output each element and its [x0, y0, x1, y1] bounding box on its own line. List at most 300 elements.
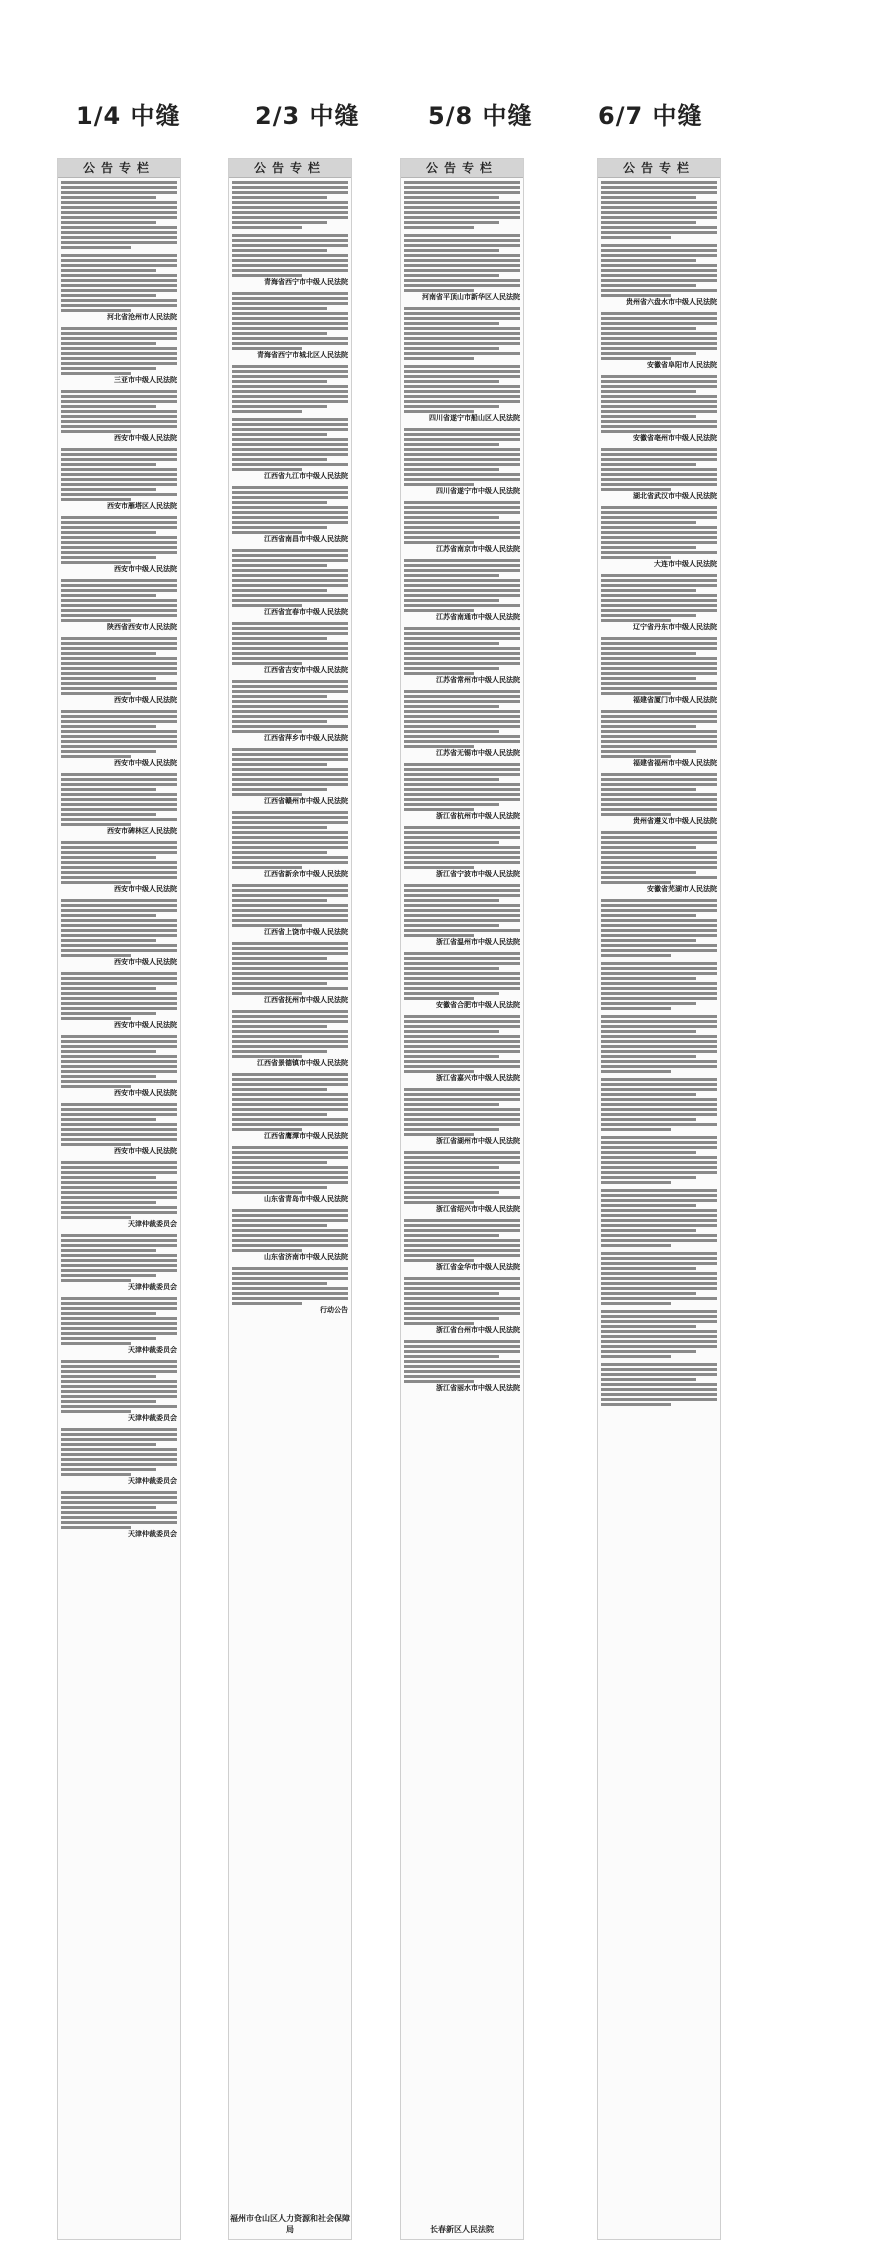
announcement-block: [232, 748, 348, 806]
text-line: [404, 690, 520, 693]
issuer-name: 江西省鹰潭市中级人民法院: [264, 1133, 348, 1140]
text-line: [61, 448, 177, 451]
announcement-block: [232, 234, 348, 287]
text-line: [601, 458, 717, 461]
text-line: [232, 1078, 348, 1081]
text-line: [601, 831, 717, 834]
text-line: [601, 851, 717, 854]
text-line: [601, 1020, 717, 1023]
text-line: [404, 1045, 520, 1048]
text-line: [232, 254, 348, 257]
text-line: [232, 292, 348, 295]
column-body: [401, 178, 523, 1393]
text-line: [404, 604, 520, 607]
text-line: [232, 700, 348, 703]
text-line: [601, 604, 717, 607]
text-line: [404, 221, 499, 224]
text-line: [404, 284, 520, 287]
issuer-name: 浙江省湖州市中级人民法院: [436, 1138, 520, 1145]
text-line: [404, 1093, 520, 1096]
announcement-block: [404, 1015, 520, 1083]
text-line: [601, 1330, 717, 1333]
announcement-block: [61, 327, 177, 385]
column-label-5-8: 5/8 中缝: [428, 102, 533, 130]
announcement-block: [601, 1252, 717, 1305]
announcement-block: [61, 1161, 177, 1229]
text-line: [601, 944, 717, 947]
text-line: [232, 1128, 302, 1131]
text-line: [61, 556, 156, 559]
text-line: [404, 352, 520, 355]
text-line: [404, 1239, 520, 1242]
announcement-block: [61, 181, 177, 249]
text-line: [601, 904, 717, 907]
text-line: [61, 347, 177, 350]
text-line: [601, 1262, 717, 1265]
text-line: [404, 375, 520, 378]
issuer-name: 西安市中级人民法院: [114, 435, 177, 442]
text-line: [232, 851, 327, 854]
text-line: [232, 1098, 348, 1101]
text-line: [601, 1267, 696, 1270]
text-line: [61, 652, 156, 655]
text-line: [404, 1035, 520, 1038]
text-line: [232, 1186, 327, 1189]
text-line: [61, 498, 131, 501]
announcement-block: [404, 763, 520, 821]
text-line: [404, 889, 520, 892]
announcement-block: [601, 448, 717, 501]
text-line: [232, 1123, 348, 1126]
text-line: [232, 274, 302, 277]
text-line: [601, 876, 717, 879]
text-line: [601, 1378, 696, 1381]
text-line: [404, 647, 520, 650]
text-line: [404, 851, 520, 854]
text-line: [601, 962, 717, 965]
text-line: [404, 201, 520, 204]
text-line: [232, 947, 348, 950]
announcement-block: [404, 826, 520, 879]
issuer-name: 江西省上饶市中级人民法院: [264, 929, 348, 936]
announcement-block: [232, 365, 348, 413]
text-line: [232, 710, 348, 713]
text-line: [61, 584, 177, 587]
text-line: [404, 1259, 474, 1262]
text-line: [232, 405, 327, 408]
text-line: [601, 425, 717, 428]
text-line: [404, 763, 520, 766]
column-body: [58, 178, 180, 1539]
text-line: [61, 211, 177, 214]
text-line: [232, 226, 302, 229]
text-line: [61, 682, 177, 685]
text-line: [61, 1370, 177, 1373]
announcement-block: [61, 1103, 177, 1156]
announcement-block: [601, 637, 717, 705]
announcement-block: [61, 516, 177, 574]
text-line: [601, 914, 696, 917]
text-line: [601, 526, 717, 529]
text-line: [61, 289, 177, 292]
announcement-block: [601, 1310, 717, 1358]
text-line: [61, 914, 156, 917]
text-line: [601, 201, 717, 204]
text-line: [61, 309, 131, 312]
announcement-block: [232, 1267, 348, 1315]
text-line: [601, 244, 717, 247]
text-line: [61, 899, 177, 902]
announcement-block: [232, 942, 348, 1005]
text-line: [232, 1113, 327, 1116]
issuer-name: 浙江省金华市中级人民法院: [436, 1264, 520, 1271]
text-line: [601, 1118, 696, 1121]
text-line: [404, 609, 474, 612]
text-line: [601, 672, 717, 675]
text-line: [61, 1385, 177, 1388]
column-label-6-7: 6/7 中缝: [598, 102, 703, 130]
text-line: [61, 710, 177, 713]
announcement-block: [61, 1234, 177, 1292]
text-line: [61, 1070, 177, 1073]
announcement-block: [601, 181, 717, 239]
text-line: [61, 1133, 177, 1136]
text-line: [61, 609, 177, 612]
text-line: [61, 1138, 177, 1141]
text-line: [601, 647, 717, 650]
text-line: [232, 1156, 348, 1159]
text-line: [404, 1355, 499, 1358]
text-line: [232, 1239, 348, 1242]
text-line: [601, 1373, 717, 1376]
text-line: [601, 798, 717, 801]
text-line: [61, 589, 177, 592]
issuer-name: 江西省萍乡市中级人民法院: [264, 735, 348, 742]
issuer-name: 西安市中级人民法院: [114, 886, 177, 893]
text-line: [232, 884, 348, 887]
column-footer: 长春新区人民法院: [430, 2225, 494, 2234]
text-line: [404, 982, 520, 985]
text-line: [404, 1118, 520, 1121]
text-line: [232, 758, 348, 761]
text-line: [404, 327, 520, 330]
text-line: [601, 1204, 696, 1207]
text-line: [232, 1015, 348, 1018]
text-line: [61, 1201, 156, 1204]
text-line: [601, 1355, 671, 1358]
announcement-column-1: [57, 158, 181, 2240]
text-line: [404, 400, 520, 403]
text-line: [404, 307, 520, 310]
text-line: [232, 206, 348, 209]
text-line: [61, 226, 177, 229]
text-line: [232, 264, 348, 267]
text-line: [61, 871, 177, 874]
issuer-name: 福建省厦门市中级人民法院: [633, 697, 717, 704]
text-line: [232, 463, 348, 466]
issuer-name: 贵州省六盘水市中级人民法院: [626, 299, 717, 306]
text-line: [601, 1209, 717, 1212]
text-line: [61, 861, 177, 864]
text-line: [61, 687, 177, 690]
text-line: [404, 1088, 520, 1091]
text-line: [404, 884, 520, 887]
text-line: [232, 181, 348, 184]
text-line: [601, 934, 717, 937]
text-line: [601, 662, 717, 665]
text-line: [61, 1491, 177, 1494]
text-line: [601, 1025, 717, 1028]
text-line: [404, 483, 474, 486]
text-line: [61, 1239, 177, 1242]
issuer-name: 浙江省嘉兴市中级人民法院: [436, 1075, 520, 1082]
text-line: [601, 992, 717, 995]
text-line: [61, 352, 177, 355]
text-line: [601, 1166, 717, 1169]
text-line: [232, 554, 348, 557]
text-line: [601, 637, 717, 640]
text-line: [232, 1249, 302, 1252]
column-header: 公告专栏: [229, 159, 351, 178]
text-line: [404, 594, 520, 597]
text-line: [404, 559, 520, 562]
announcement-block: [61, 1360, 177, 1423]
text-line: [61, 221, 156, 224]
text-line: [404, 385, 520, 388]
text-line: [404, 841, 499, 844]
issuer-name: 青海省西宁市城北区人民法院: [257, 352, 348, 359]
text-line: [61, 1085, 131, 1088]
text-line: [232, 216, 348, 219]
text-line: [61, 1410, 131, 1413]
text-line: [404, 695, 520, 698]
announcement-block: [601, 244, 717, 307]
announcement-block: [61, 448, 177, 511]
issuer-name: 大连市中级人民法院: [654, 561, 717, 568]
text-line: [232, 1229, 348, 1232]
text-line: [61, 420, 177, 423]
text-line: [404, 478, 520, 481]
announcement-block: [232, 181, 348, 229]
text-line: [232, 914, 348, 917]
text-line: [601, 846, 696, 849]
text-line: [61, 1244, 177, 1247]
text-line: [601, 1234, 717, 1237]
text-line: [404, 531, 520, 534]
text-line: [601, 1194, 717, 1197]
text-line: [404, 234, 520, 237]
text-line: [232, 496, 348, 499]
text-line: [404, 632, 520, 635]
text-line: [61, 982, 177, 985]
text-line: [232, 239, 348, 242]
text-line: [601, 385, 717, 388]
text-line: [601, 783, 717, 786]
text-line: [232, 1214, 348, 1217]
text-line: [601, 1161, 717, 1164]
text-line: [601, 254, 717, 257]
text-line: [61, 614, 177, 617]
text-line: [404, 317, 520, 320]
text-line: [601, 1098, 717, 1101]
text-line: [601, 1368, 717, 1371]
text-line: [61, 201, 177, 204]
text-line: [232, 962, 348, 965]
text-line: [404, 992, 499, 995]
text-line: [61, 944, 177, 947]
text-line: [601, 793, 717, 796]
text-line: [404, 453, 520, 456]
text-line: [232, 861, 348, 864]
text-line: [601, 778, 717, 781]
text-line: [601, 511, 717, 514]
text-line: [601, 395, 717, 398]
text-line: [232, 244, 348, 247]
text-line: [404, 977, 520, 980]
text-line: [61, 1506, 156, 1509]
text-line: [61, 637, 177, 640]
text-line: [61, 526, 177, 529]
text-line: [61, 1521, 177, 1524]
text-line: [404, 1345, 520, 1348]
text-line: [61, 1181, 177, 1184]
text-line: [61, 594, 156, 597]
text-line: [404, 720, 520, 723]
text-line: [61, 667, 177, 670]
text-line: [601, 619, 671, 622]
text-line: [404, 564, 520, 567]
text-line: [232, 1055, 302, 1058]
text-line: [61, 1375, 156, 1378]
text-line: [601, 410, 717, 413]
text-line: [232, 549, 348, 552]
announcement-column-2: [228, 158, 352, 2240]
text-line: [601, 221, 696, 224]
text-line: [601, 357, 671, 360]
text-line: [232, 307, 327, 310]
text-line: [404, 322, 499, 325]
text-line: [232, 599, 348, 602]
text-line: [61, 793, 177, 796]
text-line: [601, 909, 717, 912]
text-line: [404, 831, 520, 834]
text-line: [61, 856, 156, 859]
text-line: [61, 818, 177, 821]
text-line: [61, 904, 177, 907]
text-line: [601, 1055, 696, 1058]
text-line: [601, 375, 717, 378]
text-line: [61, 1176, 156, 1179]
announcement-block: [404, 501, 520, 554]
issuer-name: 江西省宜春市中级人民法院: [264, 609, 348, 616]
issuer-name: 西安市中级人民法院: [114, 760, 177, 767]
text-line: [404, 274, 499, 277]
text-line: [404, 987, 520, 990]
text-line: [232, 564, 327, 567]
text-line: [232, 642, 348, 645]
text-line: [232, 317, 348, 320]
text-line: [232, 521, 348, 524]
text-line: [601, 1181, 671, 1184]
text-line: [601, 1272, 717, 1275]
text-line: [404, 1196, 520, 1199]
text-line: [601, 400, 717, 403]
text-line: [61, 1191, 177, 1194]
text-line: [61, 773, 177, 776]
issuer-name: 浙江省温州市中级人民法院: [436, 939, 520, 946]
text-line: [61, 730, 177, 733]
text-line: [61, 1264, 177, 1267]
text-line: [61, 1065, 177, 1068]
text-line: [601, 1136, 717, 1139]
text-line: [404, 186, 520, 189]
text-line: [601, 682, 717, 685]
text-line: [232, 753, 348, 756]
announcement-block: [61, 841, 177, 894]
text-line: [232, 297, 348, 300]
text-line: [601, 667, 717, 670]
text-line: [404, 181, 520, 184]
text-line: [232, 589, 327, 592]
text-line: [232, 627, 348, 630]
text-line: [232, 652, 348, 655]
text-line: [404, 710, 520, 713]
text-line: [61, 1161, 177, 1164]
text-line: [61, 1080, 177, 1083]
text-line: [232, 957, 327, 960]
text-line: [232, 715, 348, 718]
text-line: [232, 438, 348, 441]
text-line: [61, 1307, 177, 1310]
text-line: [404, 914, 520, 917]
text-line: [232, 506, 348, 509]
text-line: [61, 362, 177, 365]
text-line: [61, 750, 156, 753]
announcement-block: [601, 773, 717, 826]
issuer-name: 三亚市中级人民法院: [114, 377, 177, 384]
text-line: [601, 1040, 717, 1043]
text-line: [601, 755, 671, 758]
text-line: [404, 788, 520, 791]
text-line: [404, 1219, 520, 1222]
text-line: [601, 448, 717, 451]
text-line: [61, 536, 177, 539]
text-line: [61, 924, 177, 927]
text-line: [61, 657, 177, 660]
text-line: [404, 1181, 520, 1184]
announcement-block: [601, 1136, 717, 1184]
announcement-block: [61, 637, 177, 705]
text-line: [601, 856, 717, 859]
text-line: [404, 919, 520, 922]
announcement-block: [61, 1297, 177, 1355]
text-line: [601, 1070, 671, 1073]
issuer-name: 浙江省宁波市中级人民法院: [436, 871, 520, 878]
text-line: [404, 652, 520, 655]
text-line: [232, 1161, 327, 1164]
announcement-block: [404, 365, 520, 423]
text-line: [404, 798, 520, 801]
text-line: [232, 211, 348, 214]
text-line: [61, 1380, 177, 1383]
text-line: [61, 410, 177, 413]
text-line: [232, 821, 348, 824]
text-line: [601, 750, 696, 753]
text-line: [601, 1141, 717, 1144]
text-line: [601, 803, 717, 806]
text-line: [601, 579, 717, 582]
text-line: [404, 1128, 499, 1131]
